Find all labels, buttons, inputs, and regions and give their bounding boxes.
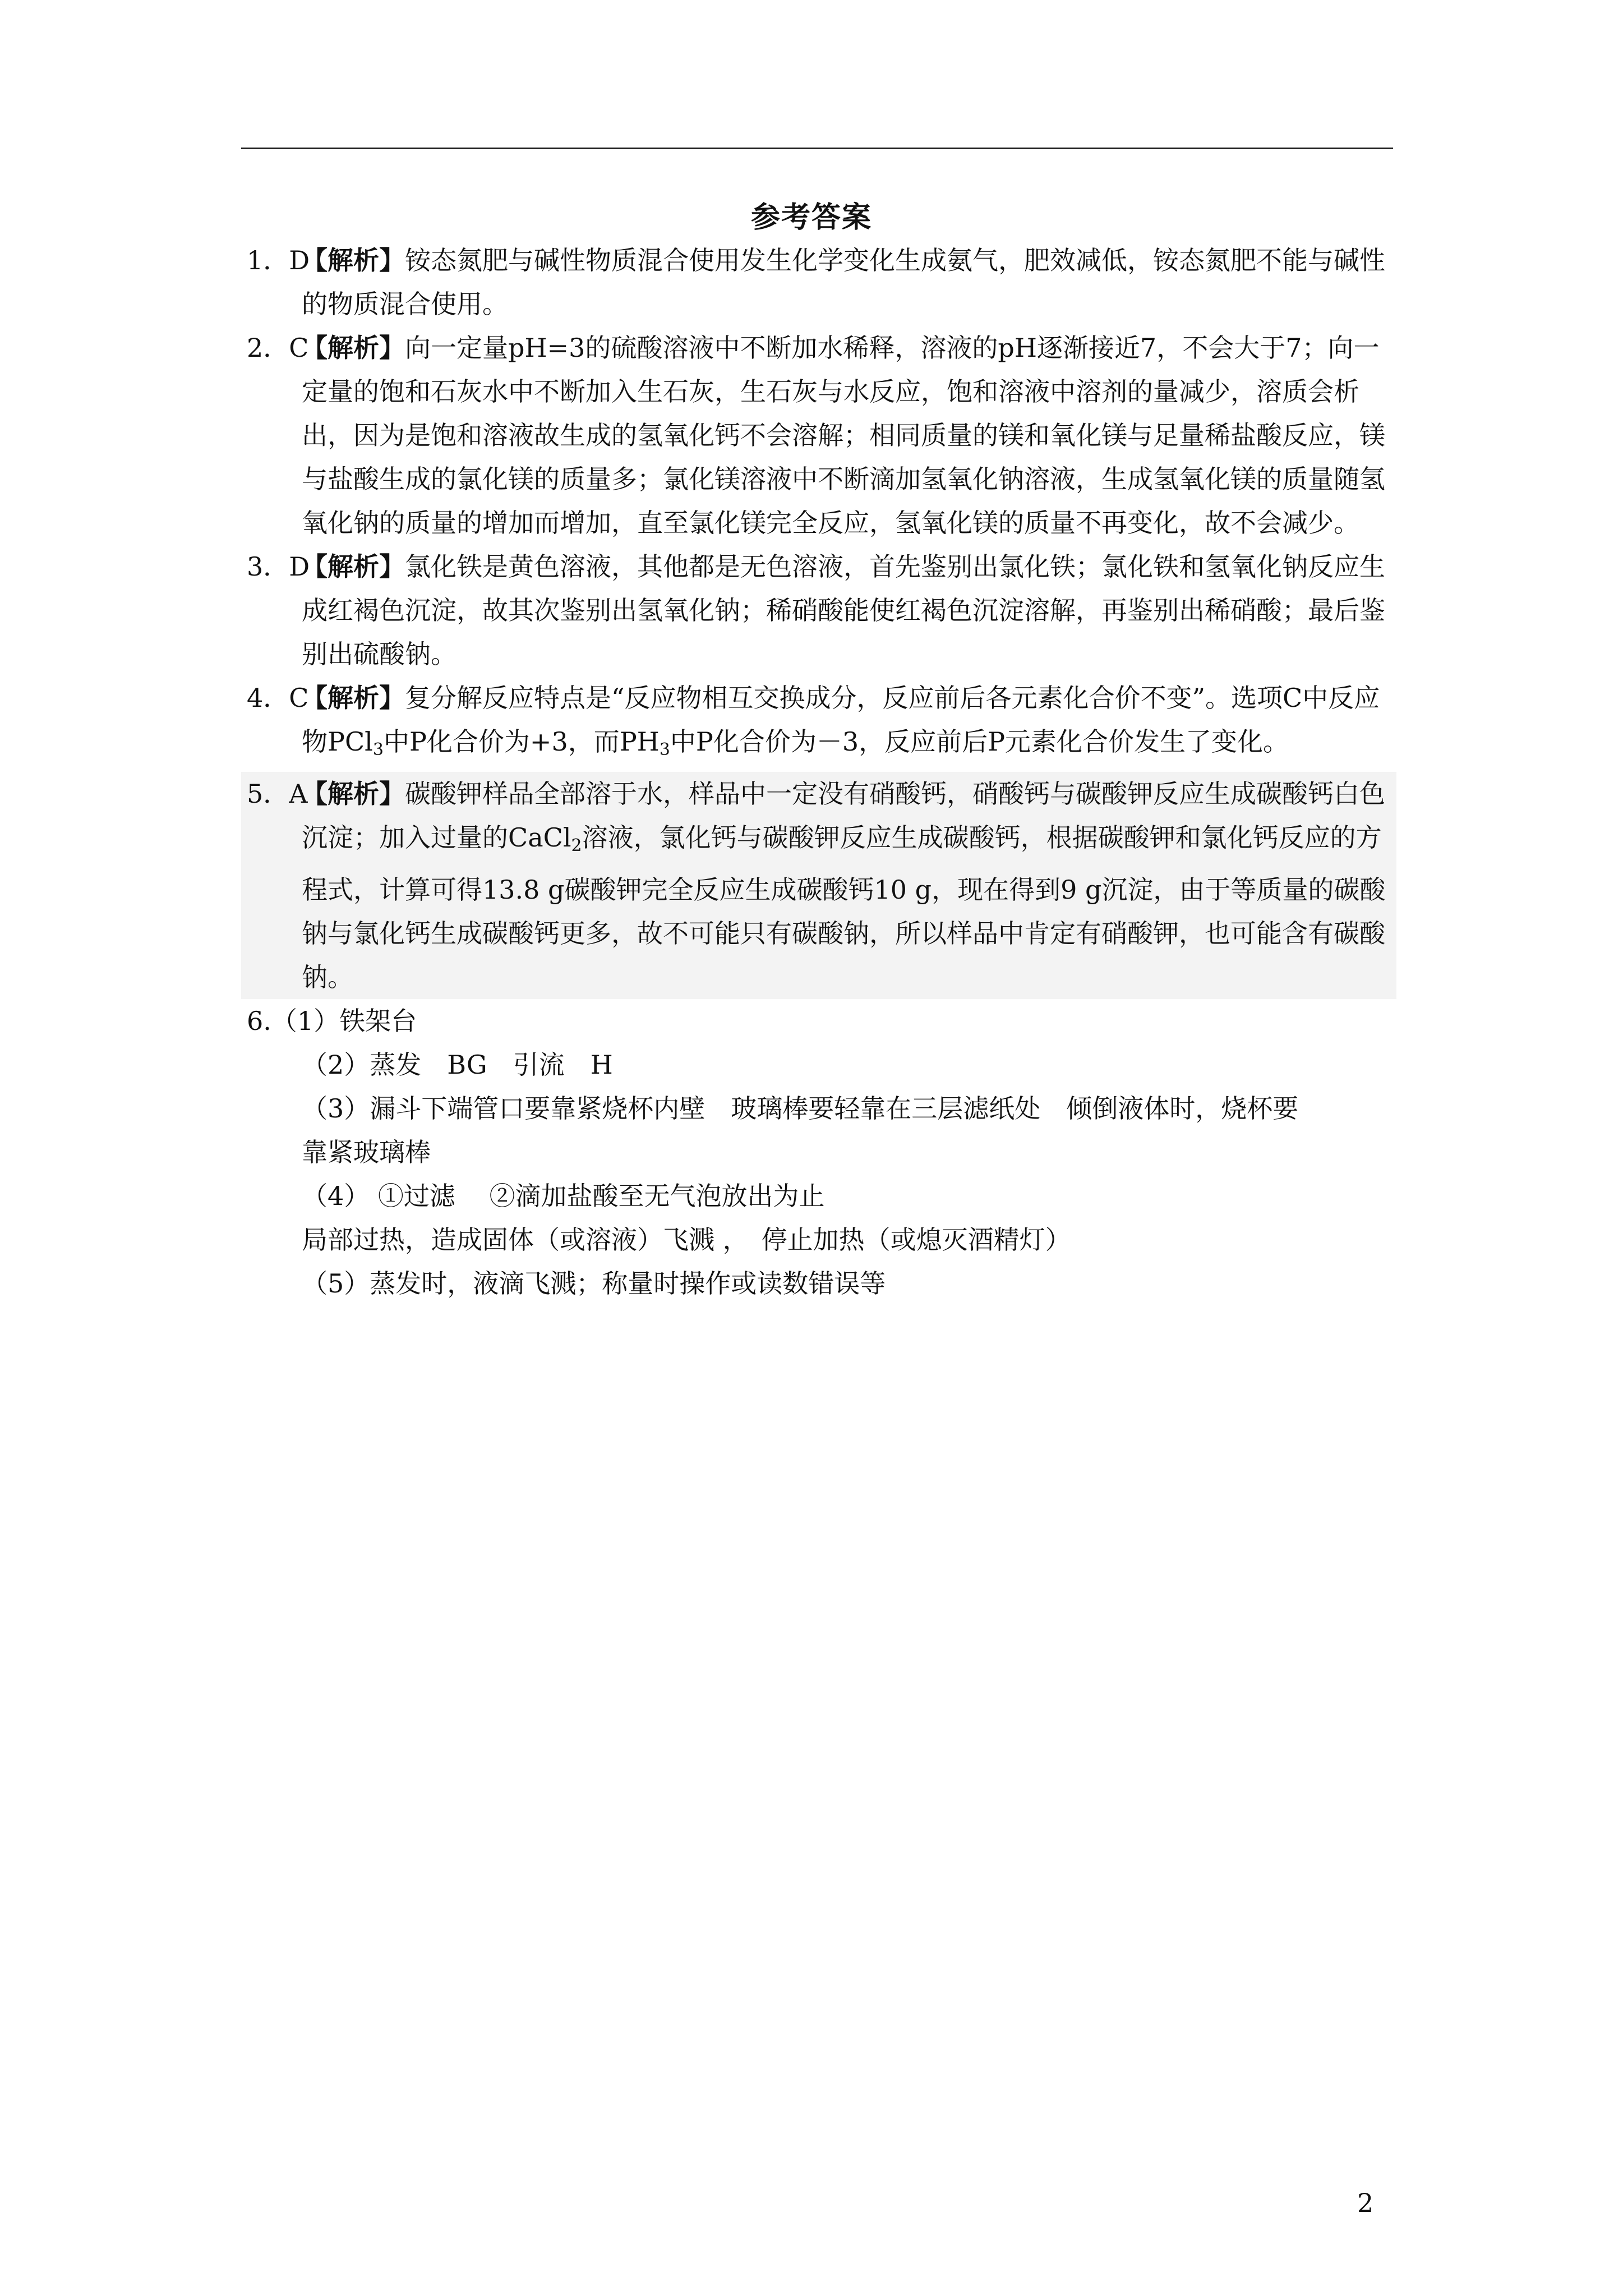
answer-text: 溶液，氯化钙与碳酸钾反应生成碳酸钙，根据碳酸钾和氯化钙反应的方程式，计算可得13.8 g碳酸钾完全反应生成碳酸钙10 g，现在得到9 g沉淀，由于等质量的碳酸钠与氯化钙生成碳酸钙更多，故不可能只有碳酸钠，所以样品中肯定有硝酸钾，也可能含有碳酸钠。 bbox=[302, 822, 1386, 992]
subscript: 2 bbox=[571, 836, 582, 855]
answer-text: 中P化合价为－3，反应前后P元素化合价发生了变化。 bbox=[670, 726, 1289, 757]
answer-number: 1．D bbox=[247, 245, 310, 275]
answer-number: 4．C bbox=[247, 683, 309, 713]
q6-line-5: （5）蒸发时，液滴飞溅；称量时操作或读数错误等 bbox=[302, 1268, 886, 1299]
header-rule bbox=[241, 148, 1393, 149]
page-number: 2 bbox=[1357, 2188, 1374, 2218]
answer-number: 3．D bbox=[247, 551, 310, 582]
q6-line-2: （2）蒸发 BG 引流 H bbox=[302, 1050, 613, 1080]
answer-item-2 bbox=[247, 326, 1396, 545]
answer-item-1 bbox=[247, 238, 1396, 326]
answer-text: 向一定量pH=3的硫酸溶液中不断加水稀释，溶液的pH逐渐接近7，不会大于7；向一定量的饱和石灰水中不断加入生石灰，生石灰与水反应，饱和溶液中溶剂的量减少，溶质会析出，因为是饱和溶液故生成的氢氧化钙不会溶解；相同质量的镁和氧化镁与足量稀盐酸反应，镁与盐酸生成的氯化镁的质量多；氯化镁溶液中不断滴加氢氧化钠溶液，生成氢氧化镁的质量随氢氧化钠的质量的增加而增加，直至氯化镁完全反应，氢氧化镁的质量不再变化，故不会减少。 bbox=[302, 333, 1385, 538]
subscript: 3 bbox=[372, 740, 384, 760]
answer-text: 中P化合价为+3，而PH bbox=[383, 726, 660, 757]
analysis-tag: 【解析】 bbox=[302, 333, 405, 363]
analysis-tag: 【解析】 bbox=[302, 779, 405, 809]
analysis-tag: 【解析】 bbox=[302, 245, 405, 275]
q6-line-3-cont: 靠紧玻璃棒 bbox=[302, 1137, 431, 1167]
answer-text: 氯化铁是黄色溶液，其他都是无色溶液，首先鉴别出氯化铁；氯化铁和氢氧化钠反应生成红褐色沉淀，故其次鉴别出氢氧化钠；稀硝酸能使红褐色沉淀溶解，再鉴别出稀硝酸；最后鉴别出硫酸钠。 bbox=[302, 551, 1385, 669]
answer-text: 铵态氮肥与碱性物质混合使用发生化学变化生成氨气，肥效减低，铵态氮肥不能与碱性的物质混合使用。 bbox=[302, 245, 1385, 319]
answer-item-5 bbox=[241, 772, 1396, 999]
analysis-tag: 【解析】 bbox=[302, 551, 405, 582]
answer-item-4 bbox=[247, 676, 1396, 772]
q6-line-4-cont: 局部过热，造成固体（或溶液）飞溅 ， 停止加热（或熄灭酒精灯） bbox=[302, 1225, 1071, 1255]
answer-list bbox=[247, 238, 1396, 1305]
answer-text: 复分解反应特点是“反应物相互交换成分，反应前后各元素化合价不变”。选项C中反应物PCl bbox=[302, 683, 1380, 757]
analysis-tag: 【解析】 bbox=[302, 683, 405, 713]
answer-text: 碳酸钾样品全部溶于水，样品中一定没有硝酸钙，硝酸钙与碳酸钾反应生成碳酸钙白色沉淀；加入过量的CaCl bbox=[302, 779, 1385, 853]
subscript: 3 bbox=[659, 740, 670, 760]
q6-line-3: （3）漏斗下端管口要靠紧烧杯内壁 玻璃棒要轻靠在三层滤纸处 倾倒液体时，烧杯要 bbox=[302, 1093, 1299, 1124]
q6-line-1: 6.（1）铁架台 bbox=[247, 1006, 417, 1036]
answer-item-6 bbox=[247, 999, 1396, 1305]
answer-number: 5．A bbox=[247, 779, 308, 809]
answer-item-3 bbox=[247, 545, 1396, 676]
answer-number: 2．C bbox=[247, 333, 309, 363]
page-title: 参考答案 bbox=[750, 200, 872, 234]
q6-line-4: （4） ①过滤 ②滴加盐酸至无气泡放出为止 bbox=[302, 1181, 825, 1211]
